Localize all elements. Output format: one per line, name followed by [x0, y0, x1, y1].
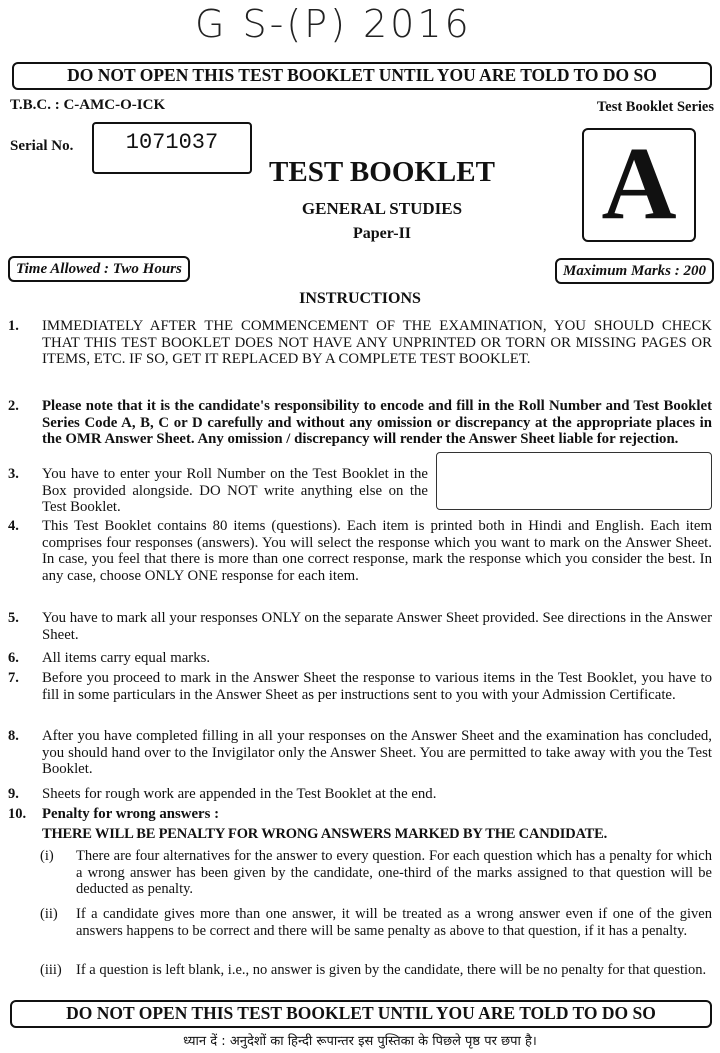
series-code-box: [582, 128, 696, 242]
subject-title: GENERAL STUDIES: [301, 199, 463, 218]
instruction-item-8: After you have completed filling in all your responses on the Answer Sheet and the examination has concluded, you should hand over to the Invigilator only the Answer Sheet. You are permitted to take away with you the Test Booklet.: [42, 728, 712, 777]
item-number: 8.: [8, 728, 19, 744]
booklet-title: TEST BOOKLET: [269, 156, 495, 188]
roll-number-box[interactable]: [436, 452, 712, 510]
instruction-item-9: Sheets for rough work are appended in the Test Booklet at the end.: [42, 786, 437, 802]
instruction-item-2: Please note that it is the candidate's responsibility to encode and fill in the Roll Number and Test Booklet Series Code A, B, C or D carefully and without any omission or discrepancy at the appropriate places in the OMR Answer Sheet. Any omission / discrepancy will render the Answer Sheet liable for rejection.: [42, 398, 712, 447]
item-number: 1.: [8, 318, 19, 334]
item-number: 6.: [8, 650, 19, 666]
bottom-warning-banner: DO NOT OPEN THIS TEST BOOKLET UNTIL YOU ARE TOLD TO DO SO: [10, 1000, 712, 1028]
maximum-marks: Maximum Marks : 200: [555, 258, 714, 284]
penalty-item-number: (ii): [40, 906, 58, 922]
instruction-item-7: Before you proceed to mark in the Answer Sheet the response to various items in the Test Booklet, you have to fill in some particulars in the Answer Sheet as per instructions sent to you with your Admission Certificate.: [42, 670, 712, 703]
hindi-footer-note: ध्यान दें : अनुदेशों का हिन्दी रूपान्तर इस पुस्तिका के पिछले पृष्ठ पर छपा है।: [183, 1034, 537, 1049]
serial-label: Serial No.: [10, 138, 74, 154]
top-warning-banner: DO NOT OPEN THIS TEST BOOKLET UNTIL YOU ARE TOLD TO DO SO: [12, 62, 712, 90]
penalty-item-1: There are four alternatives for the answer to every question. For each question which has a penalty for which a wrong answer has been given by the candidate, one-third of the marks assigned to that question will be deducted as penalty.: [76, 848, 712, 897]
instruction-item-4: This Test Booklet contains 80 items (questions). Each item is printed both in Hindi and English. Each item comprises four responses (answers). You will select the response which you want to mark on the Answer Sheet. In case, you feel that there is more than one correct response, mark the response which you consider the best. In any case, choose ONLY ONE response for each item.: [42, 518, 712, 584]
item-number: 10.: [8, 806, 27, 822]
instructions-heading: INSTRUCTIONS: [299, 290, 421, 307]
serial-number-box: [92, 122, 252, 174]
series-label: Test Booklet Series: [596, 99, 714, 115]
penalty-item-number: (iii): [40, 962, 62, 978]
instruction-item-5: You have to mark all your responses ONLY on the separate Answer Sheet provided. See directions in the Answer Sheet.: [42, 610, 712, 643]
item-number: 2.: [8, 398, 19, 414]
item-number: 3.: [8, 466, 19, 482]
instruction-item-10: Penalty for wrong answers :: [42, 806, 219, 822]
item-number: 4.: [8, 518, 19, 534]
paper-title: Paper-II: [352, 225, 412, 242]
item-number: 7.: [8, 670, 19, 686]
instruction-item-1: IMMEDIATELY AFTER THE COMMENCEMENT OF THE EXAMINATION, YOU SHOULD CHECK THAT THIS TEST BOOKLET DOES NOT HAVE ANY UNPRINTED OR TORN OR MISSING PAGES OR ITEMS, ETC. IF SO, GET IT REPLACED BY A COMPLETE TEST BOOKLET.: [42, 318, 712, 367]
item-number: 5.: [8, 610, 19, 626]
handwritten-note: G S-(P) 2016: [195, 2, 472, 46]
series-code: A: [601, 126, 677, 241]
penalty-item-3: If a question is left blank, i.e., no answer is given by the candidate, there will be no penalty for that question.: [76, 962, 707, 978]
tbc-code: T.B.C. : C-AMC-O-ICK: [10, 97, 166, 113]
item-number: 9.: [8, 786, 19, 802]
serial-number: 1071037: [125, 130, 219, 155]
instruction-item-3: You have to enter your Roll Number on the Test Booklet in the Box provided alongside. DO NOT write anything else on the Test Booklet.: [42, 466, 428, 515]
penalty-item-number: (i): [40, 848, 54, 864]
penalty-item-2: If a candidate gives more than one answer, it will be treated as a wrong answer even if one of the given answers happens to be correct and there will be same penalty as above to that question, if it has a penalty.: [76, 906, 712, 939]
time-allowed: Time Allowed : Two Hours: [8, 256, 190, 282]
penalty-heading: THERE WILL BE PENALTY FOR WRONG ANSWERS MARKED BY THE CANDIDATE.: [42, 826, 608, 842]
instruction-item-6: All items carry equal marks.: [42, 650, 211, 666]
